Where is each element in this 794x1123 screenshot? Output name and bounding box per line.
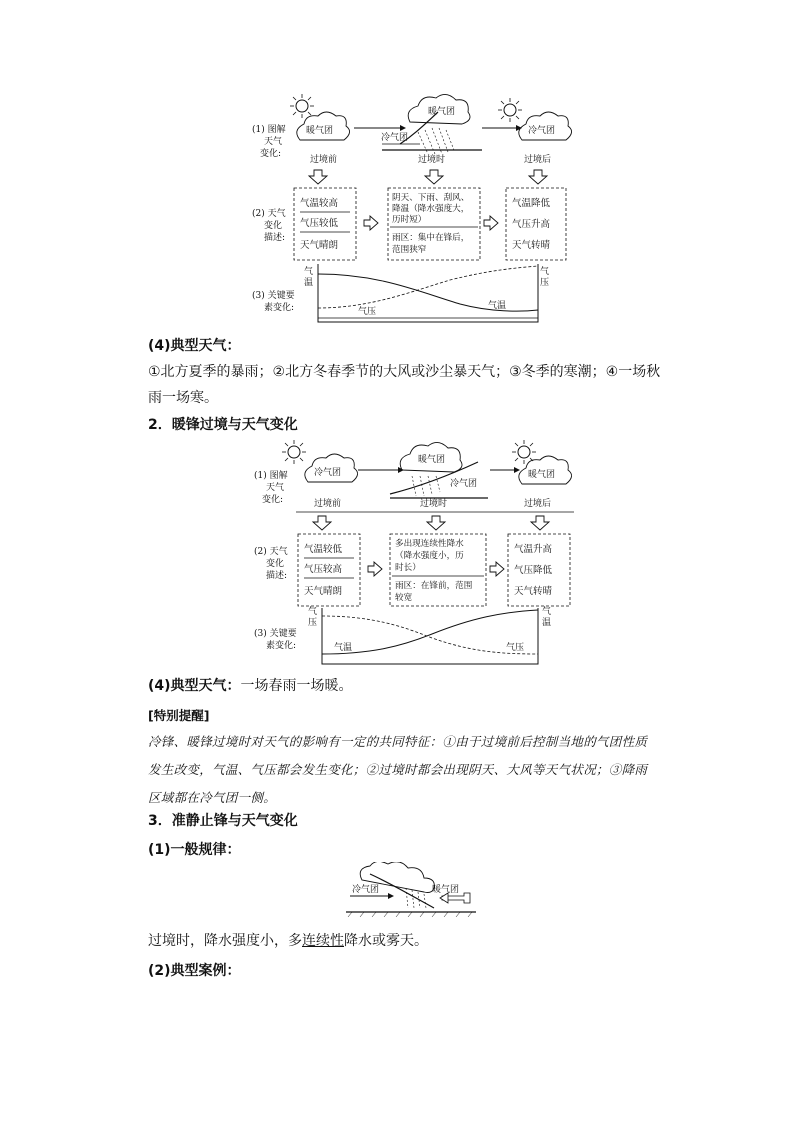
fig1-stage-label: (1) 图解天气变化: xyxy=(252,125,286,159)
down-arrow-icon xyxy=(309,170,547,184)
fig2-stage-before: 过境前 xyxy=(314,499,342,509)
fig2-axis-left: 气压 xyxy=(308,607,318,628)
fig2-axis-right: 气温 xyxy=(542,607,552,628)
fig1-box2b-line1: 雨区：集中在锋后， xyxy=(392,233,470,243)
fig3-warm: 暖气团 xyxy=(432,885,460,895)
fig3-cold: 冷气团 xyxy=(352,885,380,895)
fig1-box2-line3: 历时短） xyxy=(392,215,427,225)
fig1-box2-line2: 降温（降水强度大， xyxy=(392,204,470,214)
fig1-box2-line1: 阴天、下雨、刮风、 xyxy=(392,193,470,203)
warm-front-line xyxy=(390,462,478,494)
stationary-rule xyxy=(148,928,428,954)
fig1-box1-line3: 天气晴朗 xyxy=(300,240,339,251)
fig1-stage-after: 过境后 xyxy=(524,155,552,165)
sentence-underlined: 连续性 xyxy=(302,933,344,949)
fig2-cloud-left: 冷气团 xyxy=(314,468,342,478)
typical-weather-warm xyxy=(148,673,353,699)
fig2-box2b-line1: 雨区：在锋前，范围 xyxy=(395,581,473,591)
fig1-cloud-right: 冷气团 xyxy=(528,126,556,136)
fig2-stage-after: 过境后 xyxy=(524,499,552,509)
fig1-key-label: (3) 关键要素变化: xyxy=(252,291,295,313)
fig2-curve-left: 气温 xyxy=(334,643,353,653)
fig1-box3-line2: 气压升高 xyxy=(512,219,551,230)
fig2-box3-line1: 气温升高 xyxy=(514,544,553,555)
sun-icon xyxy=(498,98,522,122)
right-arrow-icon xyxy=(368,562,504,576)
fig1-box2b-line2: 范围狭窄 xyxy=(392,245,427,255)
front-surface-line xyxy=(370,874,434,908)
fig2-box2b-line2: 较宽 xyxy=(395,593,413,603)
fig1-curve-left: 气压 xyxy=(358,307,377,317)
fig2-stage-label: (1) 图解天气变化: xyxy=(254,471,288,505)
fig2-box1-line2: 气压较高 xyxy=(304,564,343,575)
stationary-front-diagram xyxy=(342,862,482,918)
warm-front-diagram xyxy=(252,440,582,670)
para2-text: 一场春雨一场暖。 xyxy=(240,678,353,694)
cold-front-diagram xyxy=(250,92,580,327)
fig2-desc-label: (2) 天气变化描述: xyxy=(254,547,288,581)
down-arrow-icon xyxy=(313,516,549,530)
fig2-box2-line1: 多出现连续性降水 xyxy=(395,539,464,549)
fig1-box3-line1: 气温降低 xyxy=(512,198,551,209)
sub1-heading: (1)一般规律： xyxy=(148,842,241,858)
sun-icon xyxy=(290,94,314,118)
fig2-box1-line1: 气温较低 xyxy=(304,544,343,555)
para2-heading: (4)典型天气： xyxy=(148,678,241,694)
fig2-box3-line2: 气压降低 xyxy=(514,565,553,576)
fig2-box3-line3: 天气转晴 xyxy=(514,586,553,597)
fig1-box3-line3: 天气转晴 xyxy=(512,240,551,251)
fig2-cloud-mid-warm: 暖气团 xyxy=(418,455,446,465)
section2-title: 2．暖锋过境与天气变化 xyxy=(148,417,298,433)
para1-heading: (4)典型天气： xyxy=(148,338,241,354)
fig1-cloud-mid-cold: 冷气团 xyxy=(381,133,409,143)
fig2-key-label: (3) 关键要素变化: xyxy=(254,629,297,651)
typical-weather-cold xyxy=(148,333,668,411)
right-arrow-icon xyxy=(364,216,498,230)
fig2-box1-line3: 天气晴朗 xyxy=(304,586,343,597)
section3-title: 3．准静止锋与天气变化 xyxy=(148,813,298,829)
fig1-box1-line2: 气压较低 xyxy=(300,218,339,229)
fig1-box1-line1: 气温较高 xyxy=(300,198,339,209)
fig1-stage-during: 过境时 xyxy=(418,155,446,165)
para1-text: ①北方夏季的暴雨；②北方冬春季节的大风或沙尘暴天气；③冬季的寒潮；④一场秋雨一场寒。 xyxy=(148,364,661,406)
sun-icon xyxy=(282,440,306,464)
fig1-stage-before: 过境前 xyxy=(310,155,338,165)
sentence-suffix: 降水或雾天。 xyxy=(344,933,428,949)
sentence-prefix: 过境时，降水强度小，多 xyxy=(148,933,302,949)
tip-text: 冷锋、暖锋过境时对天气的影响有一定的共同特征：①由于过境前后控制当地的气团性质发生改变，气温、气压都会发生变化；②过境时都会出现阴天、大风等天气状况；③降雨区域都在冷气团一侧。 xyxy=(148,734,648,805)
fig2-cloud-mid-cold: 冷气团 xyxy=(450,479,478,489)
fig1-curve-right: 气温 xyxy=(488,301,507,311)
fig1-cloud-mid-warm: 暖气团 xyxy=(428,107,456,117)
fig2-box2-line2: （降水强度小，历 xyxy=(395,551,464,561)
fig2-cloud-right: 暖气团 xyxy=(528,470,556,480)
fig2-stage-during: 过境时 xyxy=(420,499,448,509)
sub2-heading: (2)典型案例： xyxy=(148,963,241,979)
fig1-axis-left: 气温 xyxy=(304,267,314,288)
fig2-curve-right: 气压 xyxy=(506,643,525,653)
fig1-axis-right: 气压 xyxy=(540,267,550,288)
fig1-desc-label: (2) 天气变化描述: xyxy=(252,209,286,243)
tip-label: [特别提醒] xyxy=(148,708,210,723)
fig1-cloud-left: 暖气团 xyxy=(306,126,334,136)
fig2-box2-line3: 时长） xyxy=(395,563,421,573)
